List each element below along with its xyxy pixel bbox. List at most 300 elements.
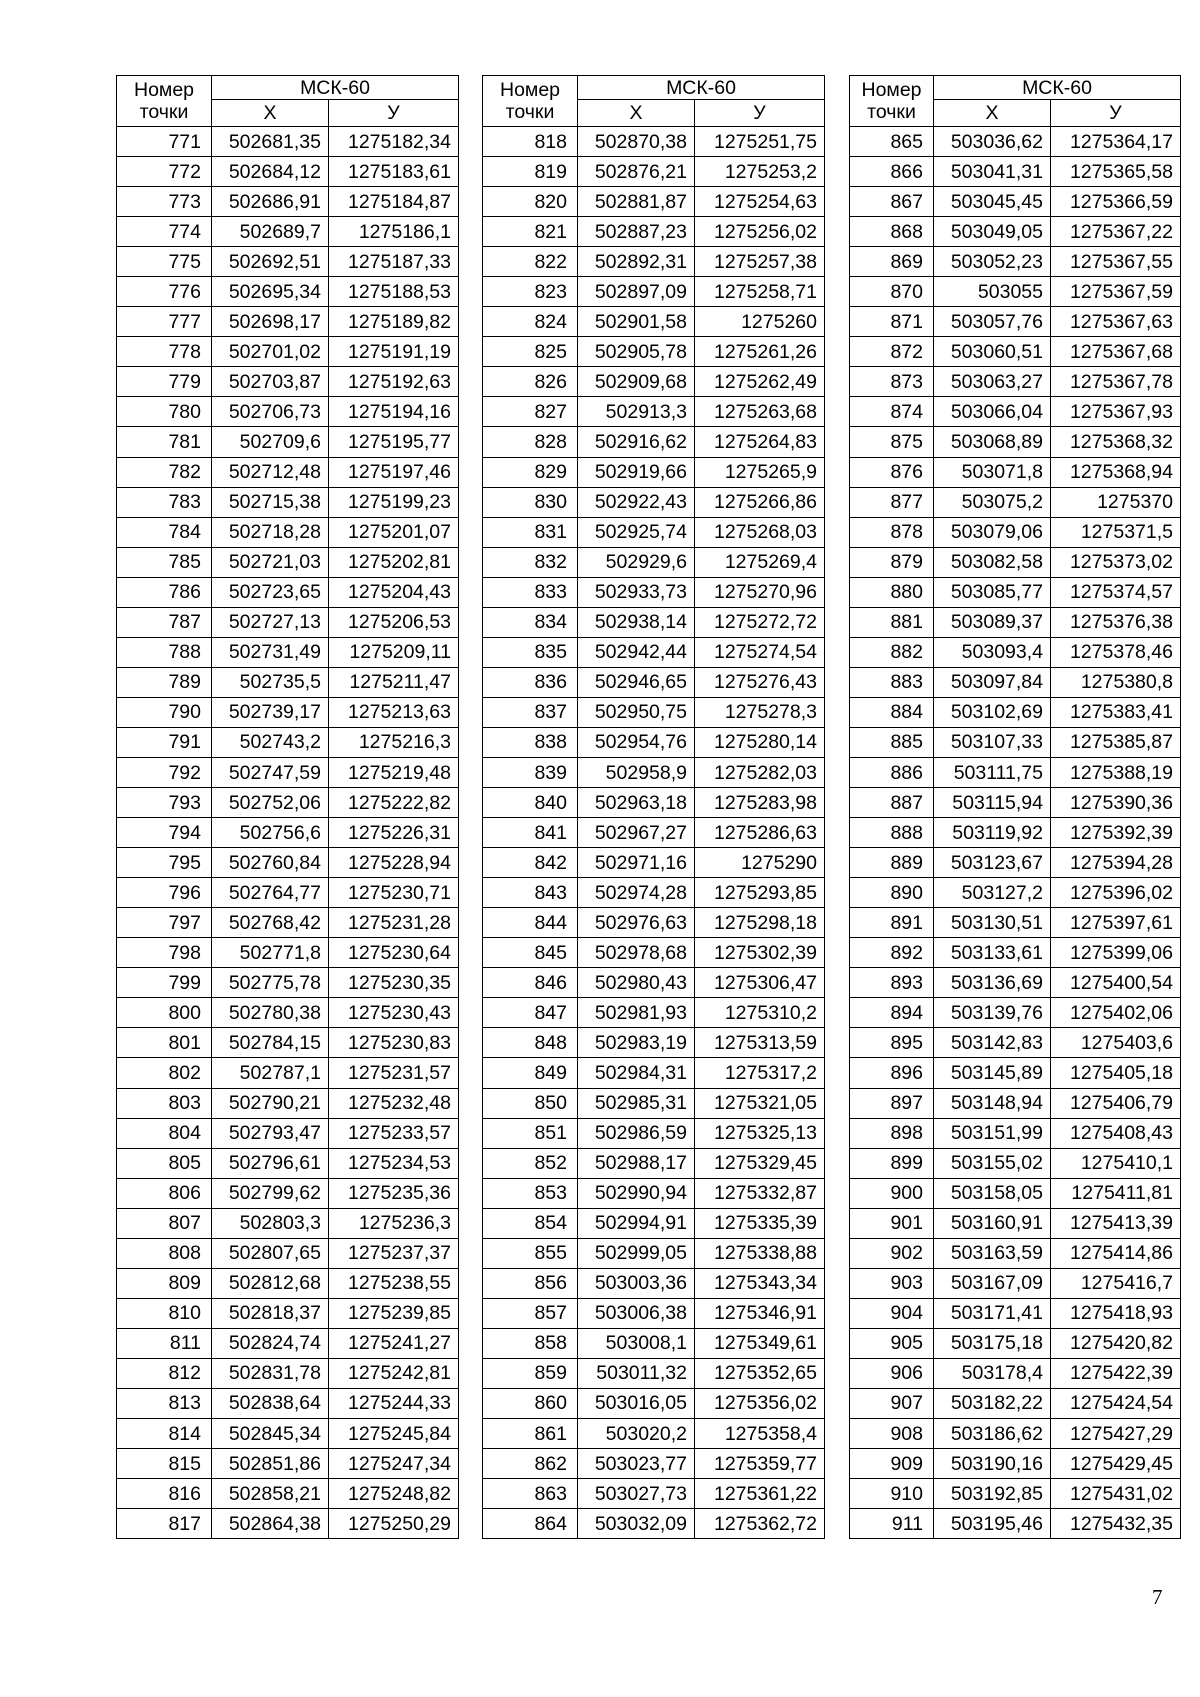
table-row [117,217,459,247]
point-number-cell: 904 [850,1298,934,1328]
point-number-cell: 793 [117,788,212,818]
point-number-cell: 776 [117,277,212,307]
table-row [483,1328,825,1358]
y-coordinate-cell: 1275371,5 [1051,517,1181,547]
point-number-cell: 772 [117,157,212,187]
point-number-cell: 805 [117,1148,212,1178]
y-coordinate-cell: 1275195,77 [329,427,459,457]
y-coordinate-cell: 1275244,33 [329,1388,459,1418]
table-row [117,1148,459,1178]
table-row [117,367,459,397]
table-row [850,727,1181,757]
x-coordinate-cell: 502887,23 [578,217,695,247]
x-coordinate-cell: 503097,84 [934,667,1051,697]
y-column-header: У [329,100,459,127]
x-coordinate-cell: 503055 [934,277,1051,307]
x-coordinate-cell: 503136,69 [934,968,1051,998]
x-coordinate-cell: 502715,38 [212,487,329,517]
table-row [850,1178,1181,1208]
point-number-cell: 824 [483,307,578,337]
point-number-cell: 782 [117,457,212,487]
y-coordinate-cell: 1275274,54 [695,637,825,667]
x-coordinate-cell: 502913,3 [578,397,695,427]
x-coordinate-cell: 503155,02 [934,1148,1051,1178]
y-coordinate-cell: 1275374,57 [1051,577,1181,607]
y-coordinate-cell: 1275298,18 [695,908,825,938]
point-number-cell: 792 [117,757,212,787]
point-number-cell: 778 [117,337,212,367]
y-coordinate-cell: 1275276,43 [695,667,825,697]
x-coordinate-cell: 503111,75 [934,757,1051,787]
x-coordinate-cell: 502892,31 [578,247,695,277]
x-coordinate-cell: 502950,75 [578,697,695,727]
table-row [117,277,459,307]
x-coordinate-cell: 503023,77 [578,1449,695,1479]
x-coordinate-cell: 503082,58 [934,547,1051,577]
point-number-cell: 839 [483,757,578,787]
x-coordinate-cell: 503066,04 [934,397,1051,427]
point-number-cell: 820 [483,187,578,217]
y-coordinate-cell: 1275310,2 [695,998,825,1028]
point-number-cell: 796 [117,878,212,908]
y-coordinate-cell: 1275364,17 [1051,127,1181,157]
point-number-cell: 831 [483,517,578,547]
point-number-cell: 905 [850,1328,934,1358]
point-number-cell: 833 [483,577,578,607]
table-row [117,757,459,787]
y-coordinate-cell: 1275346,91 [695,1298,825,1328]
x-coordinate-cell: 502919,66 [578,457,695,487]
x-coordinate-cell: 502958,9 [578,757,695,787]
table-row [850,968,1181,998]
table-row [850,367,1181,397]
table-row [850,637,1181,667]
y-coordinate-cell: 1275418,93 [1051,1298,1181,1328]
x-coordinate-cell: 502967,27 [578,818,695,848]
table-row [117,1388,459,1418]
x-coordinate-cell: 503102,69 [934,697,1051,727]
x-coordinate-cell: 503045,45 [934,187,1051,217]
point-number-cell: 836 [483,667,578,697]
x-coordinate-cell: 502985,31 [578,1088,695,1118]
x-coordinate-cell: 502980,43 [578,968,695,998]
point-number-cell: 841 [483,818,578,848]
table-row [483,517,825,547]
table-row [117,577,459,607]
x-coordinate-cell: 502764,77 [212,878,329,908]
point-number-cell: 887 [850,788,934,818]
table-row [117,878,459,908]
table-row [483,1118,825,1148]
coordinates-table-2 [482,75,825,1539]
y-coordinate-cell: 1275403,6 [1051,1028,1181,1058]
y-coordinate-cell: 1275302,39 [695,938,825,968]
point-number-cell: 900 [850,1178,934,1208]
x-coordinate-cell: 502946,65 [578,667,695,697]
point-number-cell: 785 [117,547,212,577]
table-row [850,1509,1181,1539]
x-coordinate-cell: 502938,14 [578,607,695,637]
table-row [850,247,1181,277]
table-row [850,908,1181,938]
x-coordinate-cell: 503085,77 [934,577,1051,607]
point-number-cell: 790 [117,697,212,727]
table-row [117,1208,459,1238]
x-coordinate-cell: 503178,4 [934,1358,1051,1388]
point-number-cell: 799 [117,968,212,998]
point-number-cell: 867 [850,187,934,217]
x-coordinate-cell: 503195,46 [934,1509,1051,1539]
point-number-cell: 846 [483,968,578,998]
point-number-cell: 786 [117,577,212,607]
table-row [483,968,825,998]
point-number-cell: 850 [483,1088,578,1118]
table-row [117,1358,459,1388]
point-number-cell: 873 [850,367,934,397]
table-row [117,1088,459,1118]
y-coordinate-cell: 1275209,11 [329,637,459,667]
y-coordinate-cell: 1275250,29 [329,1509,459,1539]
y-coordinate-cell: 1275186,1 [329,217,459,247]
y-coordinate-cell: 1275378,46 [1051,637,1181,667]
table-row [117,727,459,757]
table-row [483,697,825,727]
table-row [850,487,1181,517]
point-number-cell: 888 [850,818,934,848]
table-row [483,1298,825,1328]
y-coordinate-cell: 1275416,7 [1051,1268,1181,1298]
x-coordinate-cell: 502909,68 [578,367,695,397]
x-column-header: X [578,100,695,127]
point-number-cell: 889 [850,848,934,878]
x-coordinate-cell: 502988,17 [578,1148,695,1178]
x-coordinate-cell: 502684,12 [212,157,329,187]
point-number-cell: 909 [850,1449,934,1479]
x-coordinate-cell: 502743,2 [212,727,329,757]
point-number-cell: 845 [483,938,578,968]
table-row [117,427,459,457]
point-number-cell: 881 [850,607,934,637]
x-coordinate-cell: 503008,1 [578,1328,695,1358]
y-coordinate-cell: 1275264,83 [695,427,825,457]
table-row [117,127,459,157]
point-number-cell: 866 [850,157,934,187]
point-number-header: Номер точки [850,76,934,127]
table-row [850,217,1181,247]
table-row [483,577,825,607]
point-number-cell: 774 [117,217,212,247]
x-coordinate-cell: 502721,03 [212,547,329,577]
table-row [850,397,1181,427]
y-coordinate-cell: 1275410,1 [1051,1148,1181,1178]
point-number-cell: 862 [483,1449,578,1479]
y-coordinate-cell: 1275211,47 [329,667,459,697]
y-coordinate-cell: 1275402,06 [1051,998,1181,1028]
point-number-cell: 784 [117,517,212,547]
table-row [117,607,459,637]
x-coordinate-cell: 502790,21 [212,1088,329,1118]
point-number-cell: 885 [850,727,934,757]
y-coordinate-cell: 1275365,58 [1051,157,1181,187]
coordinate-system-header: МСК-60 [212,76,459,100]
x-coordinate-cell: 502681,35 [212,127,329,157]
y-coordinate-cell: 1275278,3 [695,697,825,727]
y-coordinate-cell: 1275414,86 [1051,1238,1181,1268]
table-row [850,277,1181,307]
x-coordinate-cell: 503182,22 [934,1388,1051,1418]
x-coordinate-cell: 503171,41 [934,1298,1051,1328]
table-row [850,1298,1181,1328]
table-row [117,1058,459,1088]
x-coordinate-cell: 502922,43 [578,487,695,517]
point-number-cell: 899 [850,1148,934,1178]
x-coordinate-cell: 502692,51 [212,247,329,277]
x-coordinate-cell: 502752,06 [212,788,329,818]
y-coordinate-cell: 1275367,78 [1051,367,1181,397]
table-row [117,1268,459,1298]
table-row [850,1118,1181,1148]
table-row [483,547,825,577]
table-row [117,157,459,187]
point-number-cell: 840 [483,788,578,818]
x-coordinate-cell: 502787,1 [212,1058,329,1088]
x-coordinate-cell: 503163,59 [934,1238,1051,1268]
x-coordinate-cell: 502942,44 [578,637,695,667]
point-number-cell: 856 [483,1268,578,1298]
x-coordinate-cell: 502780,38 [212,998,329,1028]
table-row [483,277,825,307]
x-coordinate-cell: 503068,89 [934,427,1051,457]
y-coordinate-cell: 1275272,72 [695,607,825,637]
point-number-cell: 860 [483,1388,578,1418]
x-coordinate-cell: 502793,47 [212,1118,329,1148]
table-row [117,1419,459,1449]
table-row [117,1479,459,1509]
x-coordinate-cell: 503107,33 [934,727,1051,757]
x-coordinate-cell: 502881,87 [578,187,695,217]
x-column-header: X [212,100,329,127]
table-row [850,878,1181,908]
table-row [483,1449,825,1479]
point-number-cell: 819 [483,157,578,187]
y-coordinate-cell: 1275422,39 [1051,1358,1181,1388]
x-coordinate-cell: 502916,62 [578,427,695,457]
x-coordinate-cell: 503123,67 [934,848,1051,878]
y-coordinate-cell: 1275388,19 [1051,757,1181,787]
point-number-cell: 852 [483,1148,578,1178]
point-number-cell: 809 [117,1268,212,1298]
x-coordinate-cell: 502771,8 [212,938,329,968]
y-coordinate-cell: 1275263,68 [695,397,825,427]
x-coordinate-cell: 502807,65 [212,1238,329,1268]
table-row [483,1479,825,1509]
x-coordinate-cell: 502768,42 [212,908,329,938]
coordinates-table-1 [116,75,459,1539]
x-coordinate-cell: 502864,38 [212,1509,329,1539]
y-coordinate-cell: 1275226,31 [329,818,459,848]
point-number-cell: 813 [117,1388,212,1418]
point-number-cell: 884 [850,697,934,727]
y-coordinate-cell: 1275201,07 [329,517,459,547]
point-number-cell: 779 [117,367,212,397]
point-number-cell: 835 [483,637,578,667]
y-coordinate-cell: 1275206,53 [329,607,459,637]
table-row [117,1028,459,1058]
x-coordinate-cell: 502695,34 [212,277,329,307]
table-row [117,637,459,667]
x-coordinate-cell: 502799,62 [212,1178,329,1208]
point-number-cell: 816 [117,1479,212,1509]
table-row [483,757,825,787]
y-coordinate-cell: 1275262,49 [695,367,825,397]
table-row [850,757,1181,787]
point-number-cell: 812 [117,1358,212,1388]
y-coordinate-cell: 1275325,13 [695,1118,825,1148]
point-number-cell: 814 [117,1419,212,1449]
point-number-cell: 886 [850,757,934,787]
table-row [117,187,459,217]
y-coordinate-cell: 1275184,87 [329,187,459,217]
point-number-cell: 804 [117,1118,212,1148]
y-coordinate-cell: 1275321,05 [695,1088,825,1118]
x-coordinate-cell: 503139,76 [934,998,1051,1028]
x-coordinate-cell: 502796,61 [212,1148,329,1178]
point-number-cell: 906 [850,1358,934,1388]
x-coordinate-cell: 502994,91 [578,1208,695,1238]
x-coordinate-cell: 502876,21 [578,157,695,187]
x-coordinate-cell: 503027,73 [578,1479,695,1509]
point-number-cell: 781 [117,427,212,457]
table-row [117,1238,459,1268]
x-coordinate-cell: 502706,73 [212,397,329,427]
table-row [483,307,825,337]
table-row [483,637,825,667]
y-coordinate-cell: 1275242,81 [329,1358,459,1388]
x-coordinate-cell: 502803,3 [212,1208,329,1238]
x-coordinate-cell: 503016,05 [578,1388,695,1418]
point-number-cell: 773 [117,187,212,217]
point-number-cell: 870 [850,277,934,307]
table-row [483,427,825,457]
point-number-cell: 879 [850,547,934,577]
x-coordinate-cell: 503052,23 [934,247,1051,277]
point-number-cell: 837 [483,697,578,727]
point-number-cell: 822 [483,247,578,277]
point-number-cell: 803 [117,1088,212,1118]
table-row [850,547,1181,577]
y-coordinate-cell: 1275253,2 [695,157,825,187]
table-row [117,337,459,367]
y-coordinate-cell: 1275306,47 [695,968,825,998]
point-number-cell: 801 [117,1028,212,1058]
x-coordinate-cell: 502747,59 [212,757,329,787]
y-coordinate-cell: 1275235,36 [329,1178,459,1208]
x-coordinate-cell: 502739,17 [212,697,329,727]
x-column-header: X [934,100,1051,127]
table-row [483,1058,825,1088]
table-row [117,1449,459,1479]
point-number-cell: 893 [850,968,934,998]
x-coordinate-cell: 502818,37 [212,1298,329,1328]
x-coordinate-cell: 502701,02 [212,337,329,367]
point-number-cell: 818 [483,127,578,157]
table-row [850,1479,1181,1509]
y-coordinate-cell: 1275219,48 [329,757,459,787]
y-coordinate-cell: 1275362,72 [695,1509,825,1539]
x-coordinate-cell: 503148,94 [934,1088,1051,1118]
y-column-header: У [695,100,825,127]
table-row [850,187,1181,217]
y-coordinate-cell: 1275397,61 [1051,908,1181,938]
y-coordinate-cell: 1275266,86 [695,487,825,517]
table-row [850,1208,1181,1238]
x-coordinate-cell: 502735,5 [212,667,329,697]
y-coordinate-cell: 1275356,02 [695,1388,825,1418]
table-row [117,247,459,277]
coordinate-system-header: МСК-60 [578,76,825,100]
y-coordinate-cell: 1275231,57 [329,1058,459,1088]
y-coordinate-cell: 1275367,22 [1051,217,1181,247]
x-coordinate-cell: 502870,38 [578,127,695,157]
y-coordinate-cell: 1275368,94 [1051,457,1181,487]
point-number-cell: 780 [117,397,212,427]
point-number-cell: 821 [483,217,578,247]
y-coordinate-cell: 1275405,18 [1051,1058,1181,1088]
table-row [483,938,825,968]
table-row [117,667,459,697]
point-number-cell: 896 [850,1058,934,1088]
table-row [483,187,825,217]
point-number-cell: 908 [850,1419,934,1449]
y-coordinate-cell: 1275199,23 [329,487,459,517]
x-coordinate-cell: 502983,19 [578,1028,695,1058]
x-coordinate-cell: 502897,09 [578,277,695,307]
table-row [483,848,825,878]
y-coordinate-cell: 1275313,59 [695,1028,825,1058]
x-coordinate-cell: 503190,16 [934,1449,1051,1479]
x-coordinate-cell: 502929,6 [578,547,695,577]
y-coordinate-cell: 1275260 [695,307,825,337]
table-row [850,517,1181,547]
point-number-cell: 829 [483,457,578,487]
point-number-cell: 817 [117,1509,212,1539]
point-number-cell: 855 [483,1238,578,1268]
x-coordinate-cell: 502858,21 [212,1479,329,1509]
y-coordinate-cell: 1275187,33 [329,247,459,277]
table-row [483,337,825,367]
x-coordinate-cell: 503167,09 [934,1268,1051,1298]
point-number-cell: 849 [483,1058,578,1088]
x-coordinate-cell: 503175,18 [934,1328,1051,1358]
table-row [483,247,825,277]
point-number-cell: 789 [117,667,212,697]
point-number-cell: 777 [117,307,212,337]
x-coordinate-cell: 502976,63 [578,908,695,938]
point-number-cell: 854 [483,1208,578,1238]
point-number-cell: 771 [117,127,212,157]
y-coordinate-cell: 1275213,63 [329,697,459,727]
point-number-cell: 807 [117,1208,212,1238]
point-number-cell: 795 [117,848,212,878]
point-number-cell: 810 [117,1298,212,1328]
x-coordinate-cell: 503036,62 [934,127,1051,157]
x-coordinate-cell: 503133,61 [934,938,1051,968]
y-coordinate-cell: 1275367,63 [1051,307,1181,337]
x-coordinate-cell: 503192,85 [934,1479,1051,1509]
y-coordinate-cell: 1275367,93 [1051,397,1181,427]
y-coordinate-cell: 1275370 [1051,487,1181,517]
point-number-header: Номер точки [483,76,578,127]
